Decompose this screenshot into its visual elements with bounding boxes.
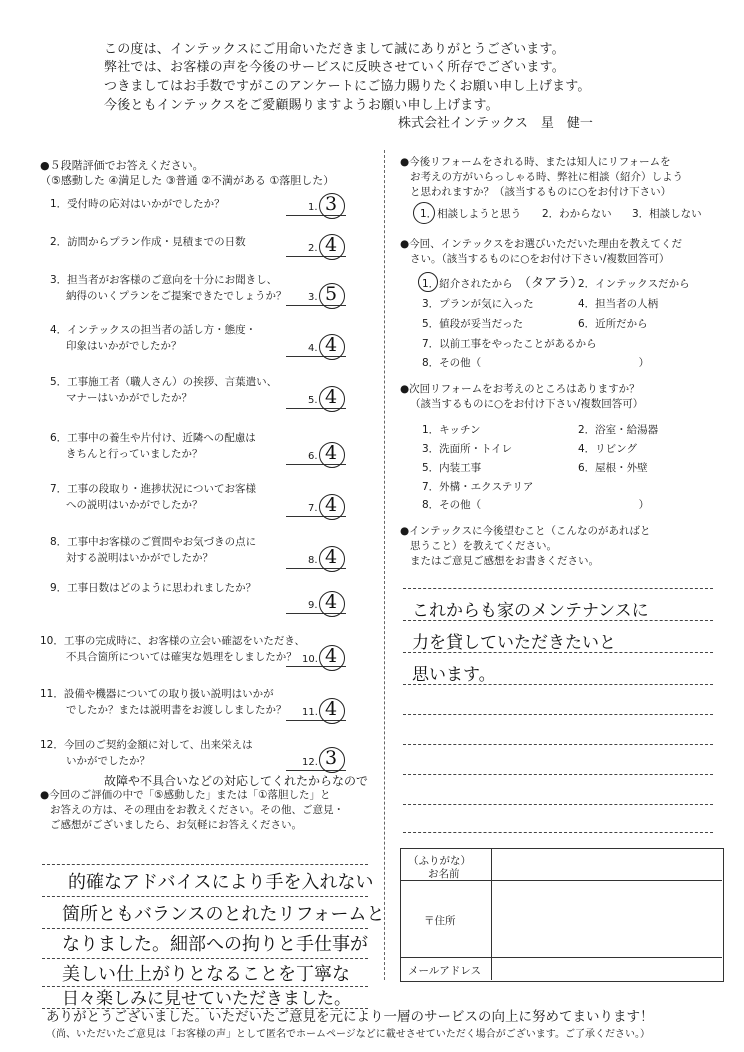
- answer-num-8: 8.: [308, 555, 318, 566]
- rating-question-9: 9．工事日数はどのように思われましたか？: [50, 582, 257, 594]
- column-divider: [384, 150, 385, 980]
- reason-option-2[interactable]: 2．インテックスだから: [578, 278, 690, 290]
- rating-question-8: 8．工事中お客様のご質問やお気づきの点に 対する説明はいかがでしたか？: [50, 536, 257, 564]
- wishes-question: ●インテックスに今後望むこと（こんなのがあればと 思うこと）を教えてください。 またはご意見ご感想をお書きください。: [400, 525, 651, 567]
- answer-11[interactable]: 4: [325, 698, 338, 720]
- answer-1[interactable]: 3: [325, 193, 338, 215]
- furigana-label: （ふりがな）: [408, 855, 471, 867]
- answer-num-9: 9.: [308, 600, 318, 611]
- rating-scale: （⑤感動した ④満足した ③普通 ②不満がある ①落胆した）: [40, 174, 335, 187]
- reason-hw-5[interactable]: 日々楽しみに見せていただきました。: [62, 989, 351, 1009]
- handwritten-note: 故障や不具合いなどの対応してくれたからなので: [104, 774, 369, 788]
- reason-line-4: [42, 958, 368, 959]
- wishes-hw-2[interactable]: 力を貸していただきたいと: [412, 633, 616, 653]
- wishes-line-8: [403, 804, 713, 805]
- intro-line-4: 今後ともインテックスをご愛顧賜りますようお願い申し上げます。: [104, 98, 499, 113]
- answer-4[interactable]: 4: [325, 334, 338, 356]
- reason-circle: [418, 272, 438, 292]
- reason-option-1[interactable]: 1．紹介されたから: [422, 278, 513, 290]
- reason-option-4[interactable]: 4．担当者の人柄: [578, 298, 659, 310]
- answer-num-4: 4.: [308, 343, 318, 354]
- answer-9[interactable]: 4: [325, 591, 338, 613]
- answer-circle-8: [319, 546, 345, 572]
- answer-6[interactable]: 4: [325, 442, 338, 464]
- footer-thanks: ありがとうございました。いただいたご意見を元により一層のサービスの向上に努めてまいります！: [46, 1009, 654, 1025]
- rating-question-3: 3．担当者がお客様のご意向を十分にお聞きし、 納得のいくプランをご提案できたでしょうか？: [50, 274, 287, 302]
- answer-num-1: 1.: [308, 202, 318, 213]
- next-option-5[interactable]: 5．内装工事: [422, 462, 482, 474]
- wishes-hw-1[interactable]: これからも家のメンテナンスに: [412, 601, 649, 621]
- email-label: メールアドレス: [408, 965, 481, 977]
- next-option-6[interactable]: 6．屋根・外壁: [578, 462, 648, 474]
- signature: 株式会社インテックス 星 健一: [398, 116, 593, 131]
- answer-circle-11: [319, 698, 345, 724]
- next-option-8[interactable]: 8．その他（ ）: [422, 499, 650, 511]
- referral-question: ●今後リフォームをされる時、または知人にリフォームを お考えの方がいらっしゃる時、弊社に相談（紹介）しよう と思われますか？（該当するものに○をお付け下さい）: [400, 156, 683, 198]
- contact-row-line-1b: [491, 880, 722, 881]
- reason-hw: （タアラ）: [518, 276, 584, 291]
- answer-circle-1: [319, 193, 345, 219]
- answer-5[interactable]: 4: [325, 386, 338, 408]
- wishes-line-6: [403, 744, 713, 745]
- reason-line-1: [42, 864, 368, 865]
- reason-option-8[interactable]: 8．その他（ ）: [422, 357, 650, 369]
- answer-circle-7: [319, 494, 345, 520]
- answer-12[interactable]: 3: [325, 747, 338, 769]
- contact-row-line-2: [400, 957, 722, 958]
- wishes-line-7: [403, 774, 713, 775]
- reason-hw-4[interactable]: 美しい仕上がりとなることを丁寧な: [62, 964, 350, 985]
- referral-option-1[interactable]: 1．相談しようと思う: [420, 208, 522, 220]
- rating-question-4: 4．インテックスの担当者の話し方・態度・ 印象はいかがでしたか？: [50, 324, 257, 352]
- rating-question-7: 7．工事の段取り・進捗状況についてお客様 への説明はいかがでしたか？: [50, 483, 256, 511]
- address-label: 〒住所: [424, 915, 456, 927]
- intro-line-1: この度は、インテックスにご用命いただきまして誠にありがとうございます。: [104, 42, 565, 57]
- answer-num-2: 2.: [308, 243, 318, 254]
- name-label: お名前: [428, 868, 460, 880]
- answer-2[interactable]: 4: [325, 234, 338, 256]
- reason-hw-3[interactable]: なりました。細部への拘りと手仕事が: [62, 934, 368, 955]
- reason-line-2: [42, 896, 368, 897]
- reason-option-6[interactable]: 6．近所だから: [578, 318, 648, 330]
- wishes-hw-3[interactable]: 思います。: [412, 665, 496, 685]
- wishes-line-5: [403, 714, 713, 715]
- reason-hw-2[interactable]: 箇所ともバランスのとれたリフォームと: [62, 904, 385, 925]
- answer-10[interactable]: 4: [325, 645, 338, 667]
- answer-circle-2: [319, 234, 345, 260]
- answer-circle-12: [319, 747, 345, 773]
- wishes-line-9: [403, 832, 713, 833]
- reason-question: ●今回、インテックスをお選びいただいた理由を教えてくだ さい。（該当するものに○をお付け下さい/複数回答可）: [400, 238, 683, 265]
- next-option-4[interactable]: 4．リビング: [578, 443, 637, 455]
- rating-question-10: 10．工事の完成時に、お客様の立会い確認をいただき、 不具合箇所については確実な処理をしましたか？: [40, 635, 305, 663]
- next-option-1[interactable]: 1．キッチン: [422, 424, 481, 436]
- answer-num-10: 10.: [302, 654, 318, 665]
- intro-line-2: 弊社では、お客様の声を今後のサービスに反映させていく所存でございます。: [104, 60, 565, 75]
- next-option-3[interactable]: 3．洗面所・トイレ: [422, 443, 513, 455]
- rating-title: ●５段階評価でお答えください。: [40, 159, 204, 172]
- answer-circle-10: [319, 645, 345, 671]
- rating-question-11: 11．設備や機器についての取り扱い説明はいかが でしたか？または説明書をお渡ししましたか？: [40, 688, 287, 716]
- answer-circle-6: [319, 442, 345, 468]
- answer-num-7: 7.: [308, 503, 318, 514]
- wishes-line-1: [403, 588, 713, 589]
- reason-option-7[interactable]: 7．以前工事をやったことがあるから: [422, 338, 597, 350]
- answer-num-5: 5.: [308, 395, 318, 406]
- answer-num-3: 3.: [308, 292, 318, 303]
- answer-circle-5: [319, 386, 345, 412]
- answer-circle-3: [319, 283, 345, 309]
- rating-question-5: 5．工事施工者（職人さん）の挨拶、言葉遣い、 マナーはいかがでしたか？: [50, 376, 278, 404]
- reason-line-3: [42, 928, 368, 929]
- rating-question-1: 1．受付時の応対はいかがでしたか？: [50, 198, 225, 210]
- reason-hw-1[interactable]: 的確なアドバイスにより手を入れない: [68, 872, 374, 893]
- answer-3[interactable]: 5: [325, 283, 338, 305]
- reason-option-5[interactable]: 5．値段が妥当だった: [422, 318, 524, 330]
- next-option-7[interactable]: 7．外構・エクステリア: [422, 481, 534, 493]
- answer-circle-9: [319, 591, 345, 617]
- answer-7[interactable]: 4: [325, 494, 338, 516]
- referral-circle: [413, 202, 435, 224]
- answer-num-6: 6.: [308, 451, 318, 462]
- next-reform-question: ●次回リフォームをお考えのところはありますか？ （該当するものに○をお付け下さい/複数回答可）: [400, 383, 644, 410]
- footer-note: （尚、いただいたご意見は「お客様の声」として匿名でホームページなどに載せさせていただく場合がございます。ご了承ください。）: [46, 1029, 650, 1040]
- intro-line-3: つきましてはお手数ですがこのアンケートにご協力賜りたくお願い申し上げます。: [104, 79, 591, 94]
- answer-num-12: 12.: [302, 757, 318, 768]
- next-option-2[interactable]: 2．浴室・給湯器: [578, 424, 659, 436]
- answer-circle-4: [319, 334, 345, 360]
- rating-question-2: 2．訪問からプラン作成・見積までの日数: [50, 236, 246, 248]
- reason-prompt: ●今回のご評価の中で「⑤感動した」または「①落胆した」と お答えの方は、その理由をお教えください。その他、ご意見・ ご感想がございましたら、お気軽にお答えください。: [40, 789, 344, 831]
- answer-8[interactable]: 4: [325, 546, 338, 568]
- referral-option-3[interactable]: 3．相談しない: [632, 208, 702, 220]
- rating-question-6: 6．工事中の養生や片付け、近隣への配慮は きちんと行っていましたか？: [50, 432, 256, 460]
- contact-divider: [491, 848, 492, 980]
- rating-question-12: 12．今回のご契約金額に対して、出来栄えは いかがでしたか？: [40, 739, 253, 767]
- answer-num-11: 11.: [302, 707, 318, 718]
- referral-option-2[interactable]: 2．わからない: [542, 208, 612, 220]
- reason-option-3[interactable]: 3．プランが気に入った: [422, 298, 534, 310]
